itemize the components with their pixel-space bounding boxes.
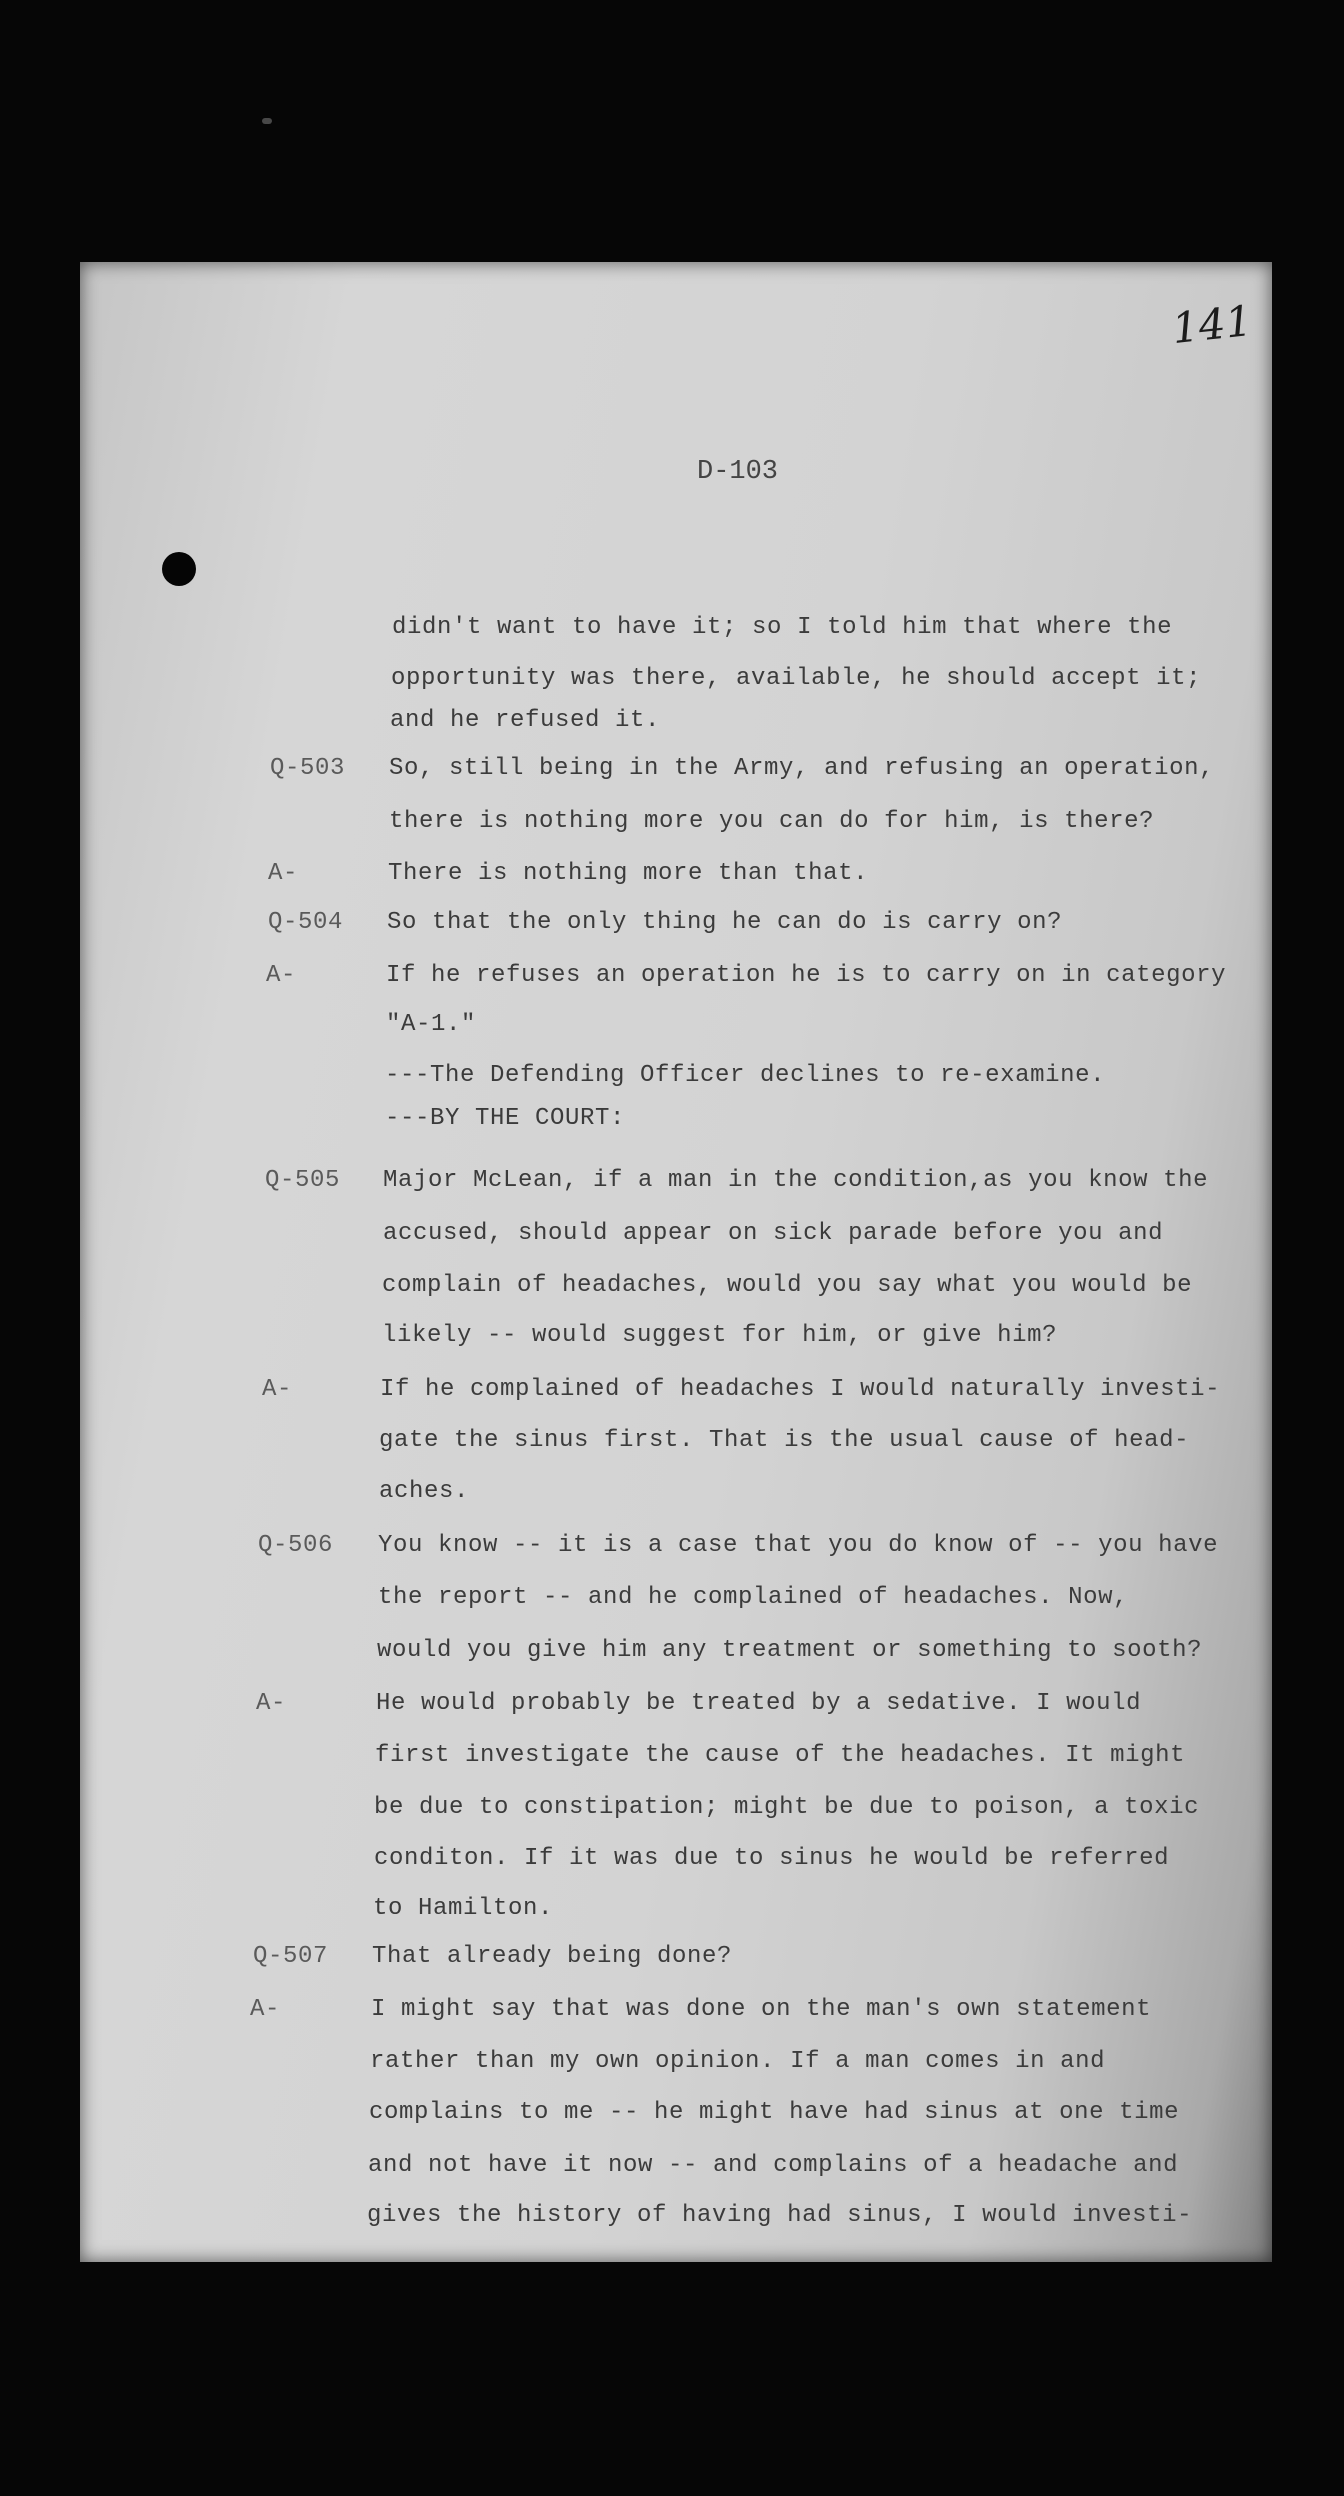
- folio-number: 141: [1169, 295, 1255, 354]
- answer-marker: A-: [256, 1690, 287, 1717]
- answer-marker: A-: [266, 962, 297, 989]
- question-marker: Q-507: [253, 1943, 329, 1970]
- document-sheet: [80, 262, 1272, 2262]
- transcript-line: gives the history of having had sinus, I would investi-: [367, 2202, 1193, 2229]
- transcript-line: rather than my own opinion. If a man comes in and: [370, 2048, 1106, 2075]
- answer-marker: A-: [250, 1996, 281, 2023]
- transcript-line: complain of headaches, would you say what you would be: [382, 1272, 1193, 1299]
- transcript-line: accused, should appear on sick parade before you and: [383, 1220, 1164, 1247]
- transcript-line: So, still being in the Army, and refusing an operation,: [389, 755, 1215, 782]
- transcript-line: first investigate the cause of the headaches. It might: [375, 1742, 1186, 1769]
- transcript-line: aches.: [379, 1478, 470, 1505]
- transcript-line: the report -- and he complained of headaches. Now,: [378, 1584, 1129, 1611]
- transcript-line: didn't want to have it; so I told him that where the: [392, 614, 1173, 641]
- question-marker: Q-505: [265, 1167, 341, 1194]
- transcript-line: You know -- it is a case that you do know of -- you have: [378, 1532, 1219, 1559]
- answer-marker: A-: [268, 860, 299, 887]
- transcript-line: So that the only thing he can do is carry on?: [387, 909, 1063, 936]
- transcript-line: likely -- would suggest for him, or give him?: [382, 1322, 1058, 1349]
- question-marker: Q-503: [270, 755, 346, 782]
- transcript-body: [80, 262, 1272, 2262]
- transcript-line: complains to me -- he might have had sinus at one time: [369, 2099, 1180, 2126]
- transcript-line: He would probably be treated by a sedative. I would: [376, 1690, 1142, 1717]
- transcript-line: "A-1.": [386, 1011, 477, 1038]
- answer-marker: A-: [262, 1376, 293, 1403]
- transcript-line: would you give him any treatment or something to sooth?: [377, 1637, 1203, 1664]
- transcript-line: and not have it now -- and complains of a headache and: [368, 2152, 1179, 2179]
- section-heading: ---BY THE COURT:: [385, 1105, 626, 1132]
- transcript-line: gate the sinus first. That is the usual cause of head-: [379, 1427, 1190, 1454]
- page-id: D-103: [697, 457, 779, 487]
- question-marker: Q-506: [258, 1532, 334, 1559]
- transcript-line: conditon. If it was due to sinus he would be referred: [374, 1845, 1170, 1872]
- transcript-line: there is nothing more you can do for him, is there?: [389, 808, 1155, 835]
- transcript-line: If he complained of headaches I would naturally investi-: [380, 1376, 1221, 1403]
- transcript-line: That already being done?: [372, 1943, 733, 1970]
- transcript-line: If he refuses an operation he is to carry on in category: [386, 962, 1227, 989]
- transcript-line: to Hamilton.: [373, 1895, 554, 1922]
- question-marker: Q-504: [268, 909, 344, 936]
- film-speck: [262, 118, 272, 124]
- transcript-line: be due to constipation; might be due to poison, a toxic: [374, 1794, 1200, 1821]
- transcript-line: I might say that was done on the man's own statement: [371, 1996, 1152, 2023]
- transcript-line: opportunity was there, available, he should accept it;: [391, 665, 1202, 692]
- transcript-line: There is nothing more than that.: [388, 860, 869, 887]
- transcript-line: and he refused it.: [390, 707, 661, 734]
- transcript-line: Major McLean, if a man in the condition,as you know the: [383, 1167, 1209, 1194]
- transcript-line: ---The Defending Officer declines to re-examine.: [385, 1062, 1106, 1089]
